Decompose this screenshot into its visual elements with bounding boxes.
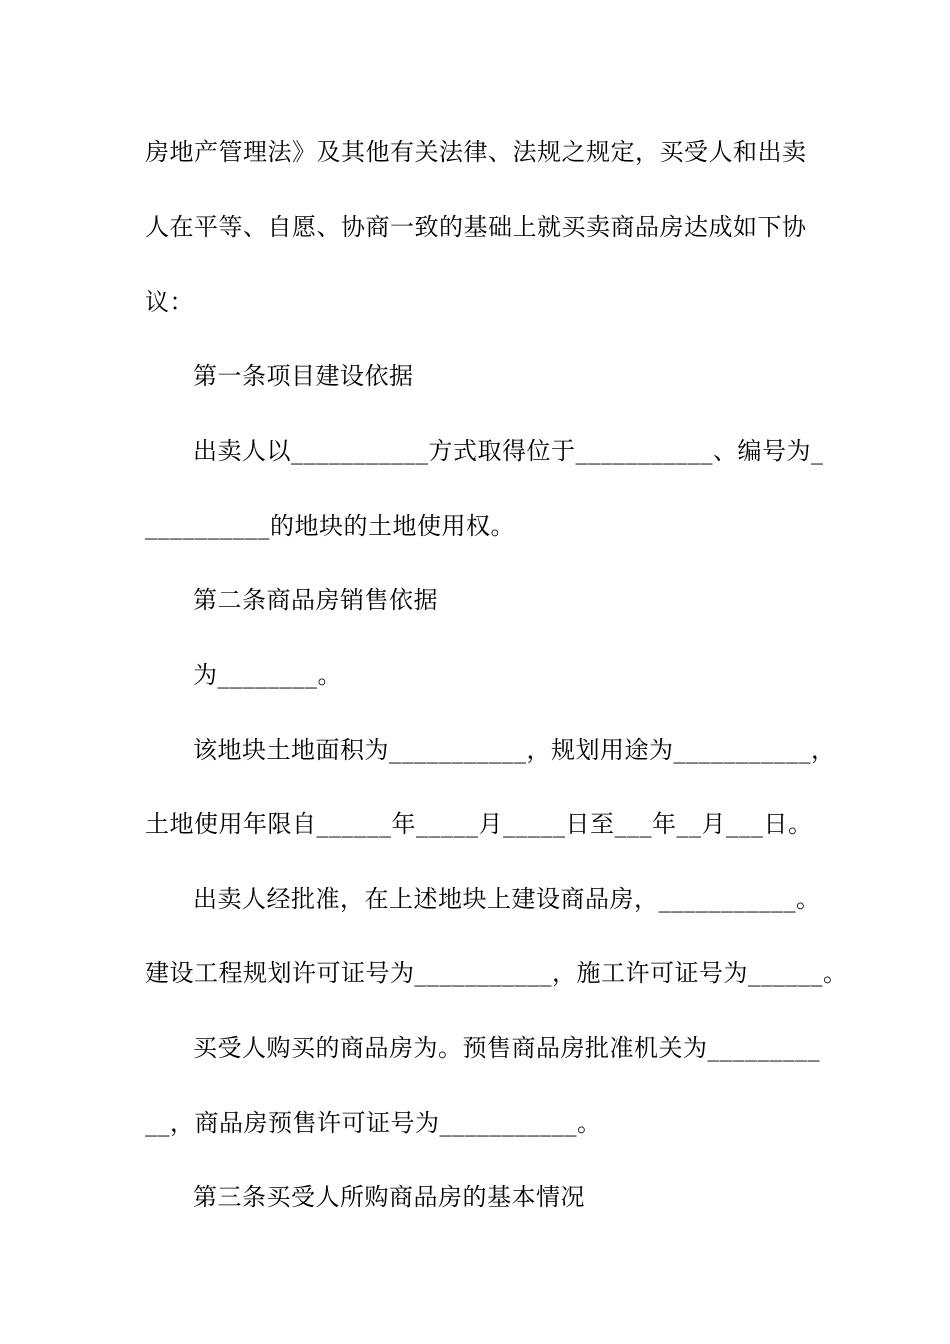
paragraph-line: 土地使用年限自______年_____月_____日至___年__月___日。 <box>145 810 813 838</box>
paragraph-line: 出卖人以___________方式取得位于___________、编号为_ <box>193 437 824 465</box>
section-heading-2: 第二条商品房销售依据 <box>193 586 438 614</box>
paragraph-line: 买受人购买的商品房为。预售商品房批准机关为_________ <box>193 1034 820 1062</box>
paragraph-line: 建设工程规划许可证号为___________，施工许可证号为______。 <box>145 959 848 987</box>
paragraph-line: __________的地块的土地使用权。 <box>145 512 515 540</box>
paragraph-line: 人在平等、自愿、协商一致的基础上就买卖商品房达成如下协 <box>145 213 807 241</box>
paragraph-line: 为________。 <box>193 661 342 689</box>
paragraph-line: __，商品房预售许可证号为___________。 <box>145 1109 602 1137</box>
paragraph-line: 该地块土地面积为___________，规划用途为___________， <box>193 736 836 764</box>
paragraph-line: 议： <box>145 288 194 316</box>
paragraph-line: 出卖人经批准，在上述地块上建设商品房，___________。 <box>193 885 821 913</box>
paragraph-line: 房地产管理法》及其他有关法律、法规之规定，买受人和出卖 <box>145 138 807 166</box>
section-heading-1: 第一条项目建设依据 <box>193 362 414 390</box>
section-heading-3: 第三条买受人所购商品房的基本情况 <box>193 1183 585 1211</box>
